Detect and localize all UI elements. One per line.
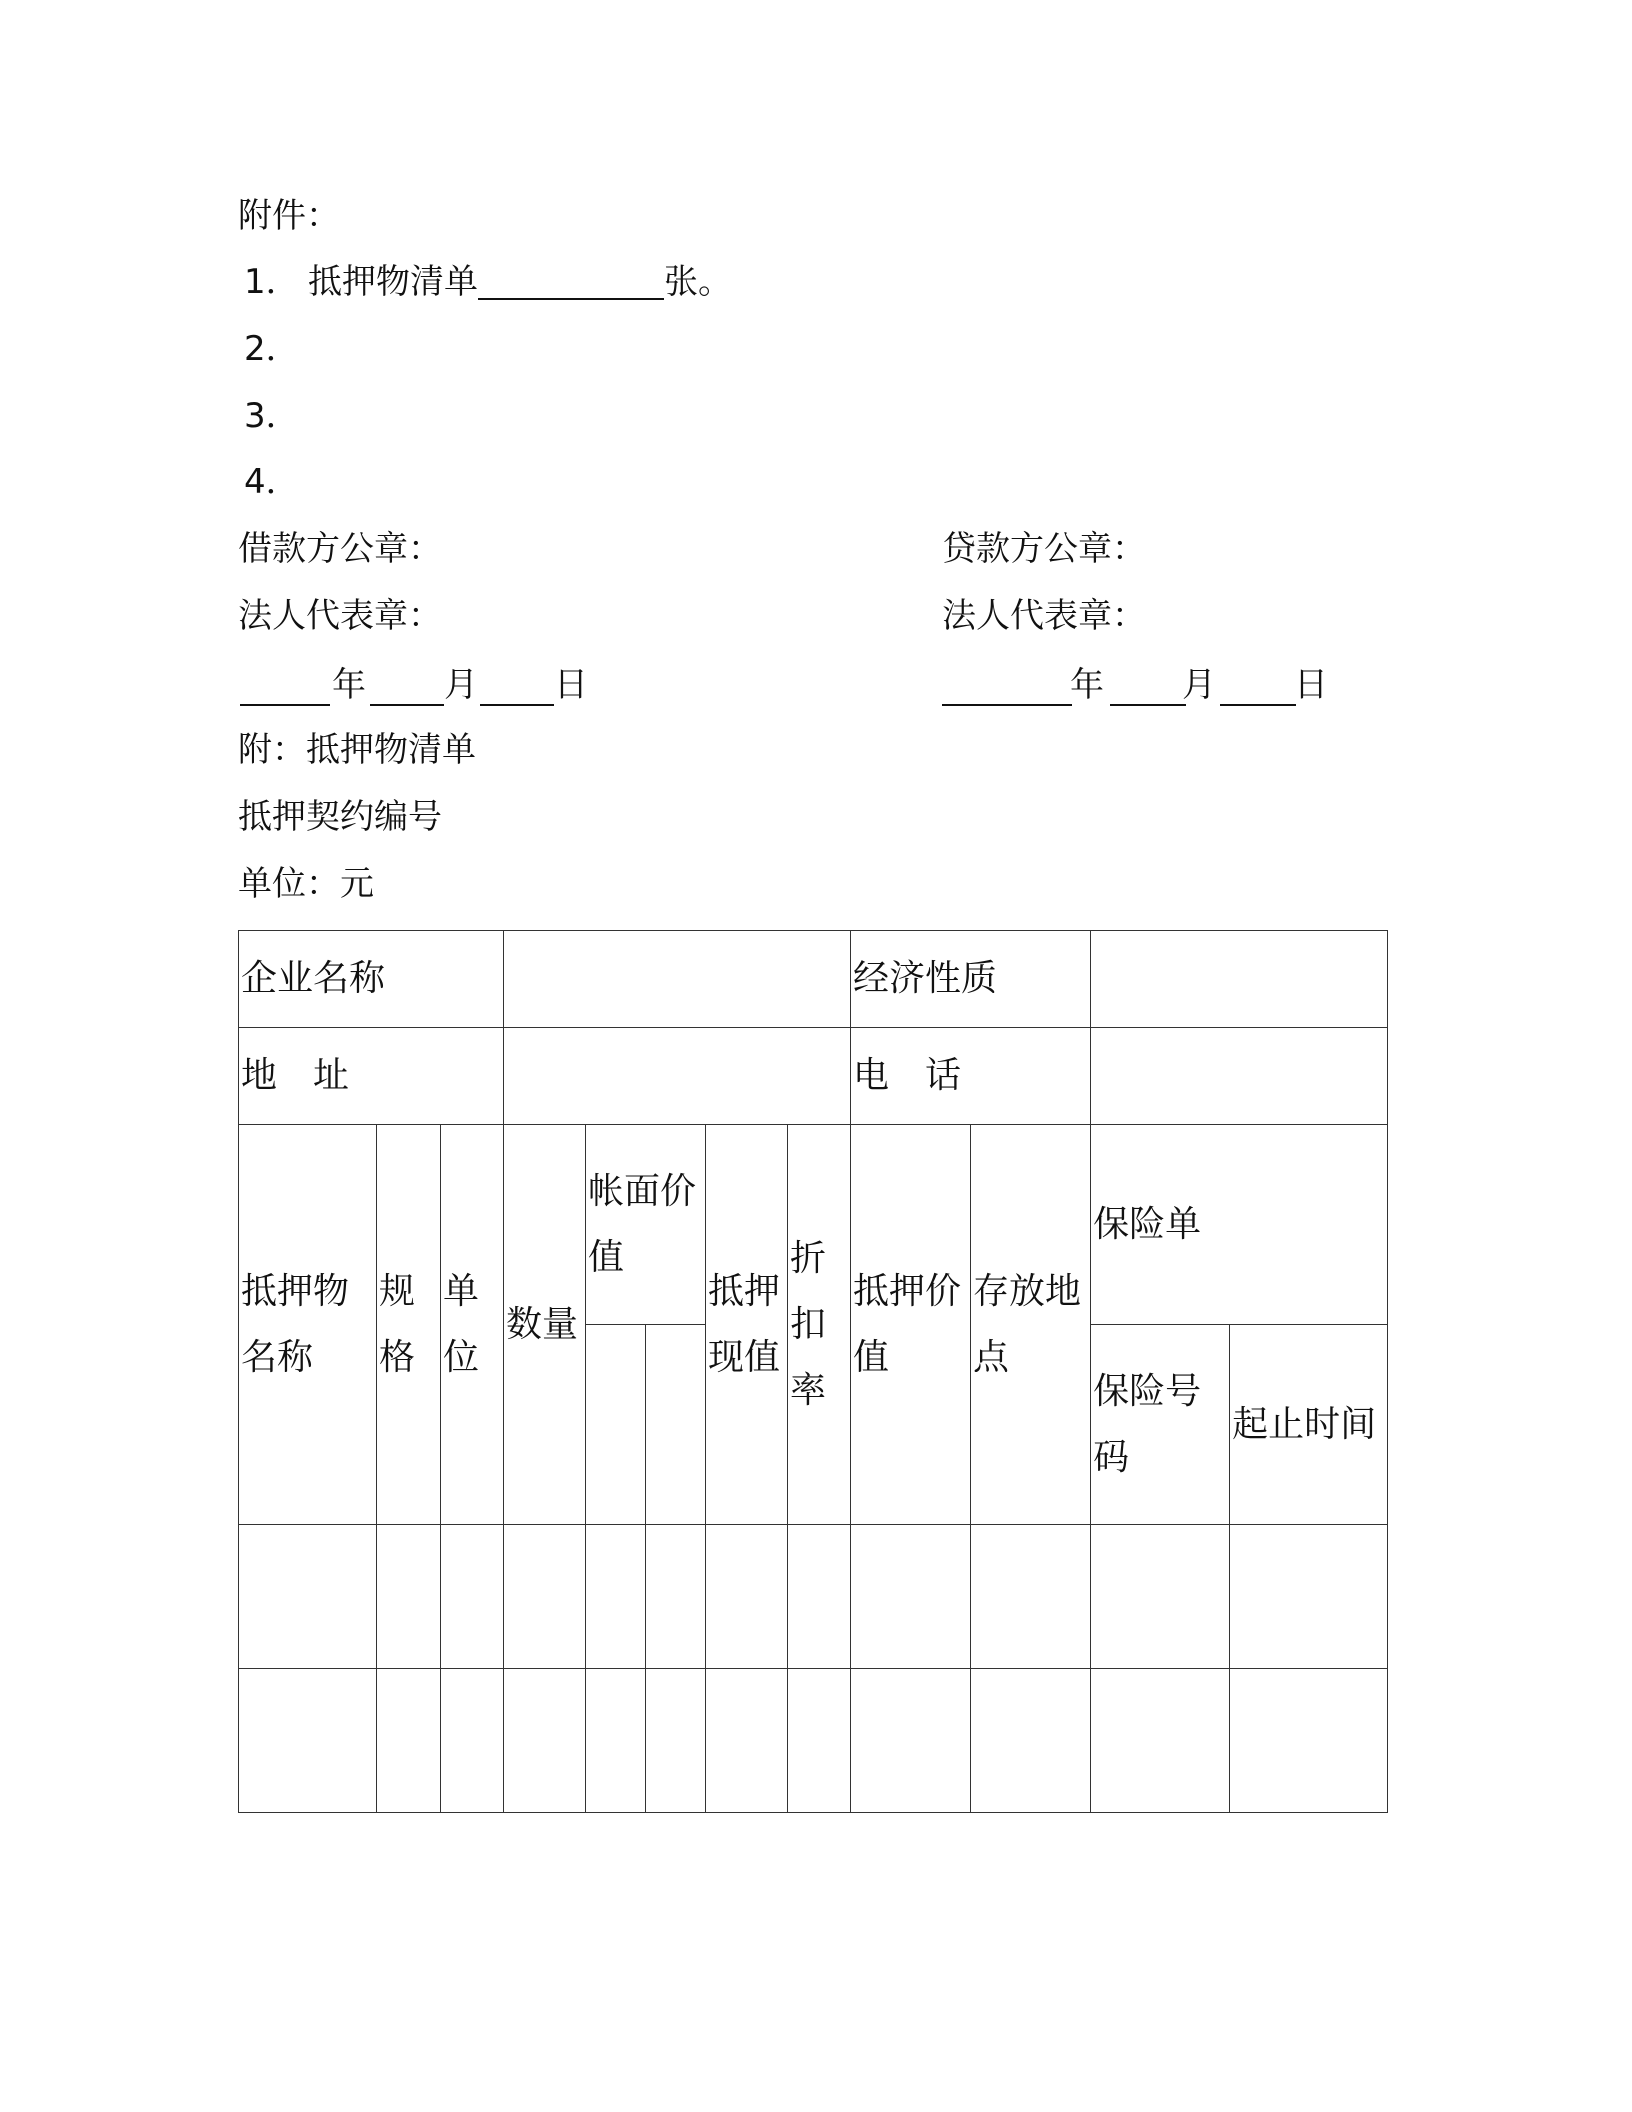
- day-label: 日: [554, 665, 588, 705]
- attachment-number: 2．: [244, 329, 300, 369]
- table-cell[interactable]: [504, 1525, 586, 1669]
- year-blank[interactable]: [240, 704, 330, 706]
- borrower-legal-rep-seal-label: 法人代表章：: [238, 596, 442, 636]
- unit-label: 单位：元: [238, 864, 374, 904]
- table-row: [239, 1525, 1388, 1669]
- month-blank[interactable]: [1110, 704, 1186, 706]
- table-cell[interactable]: [239, 1525, 377, 1669]
- collateral-list-table: [238, 930, 1387, 1814]
- sheet-count-blank[interactable]: [478, 262, 664, 300]
- borrower-seal-label: 借款方公章：: [238, 529, 442, 569]
- attachment-text: 抵押物清单: [308, 262, 478, 302]
- company-name-label: 企业名称: [239, 931, 504, 1028]
- quantity-header: 数量: [504, 1125, 586, 1525]
- year-label: 年: [1070, 665, 1104, 705]
- company-name-field[interactable]: [504, 931, 851, 1028]
- table-cell[interactable]: [239, 1669, 377, 1813]
- address-field[interactable]: [504, 1028, 851, 1125]
- table-cell[interactable]: [788, 1669, 851, 1813]
- table-row: [239, 1669, 1388, 1813]
- economic-nature-label: 经济性质: [851, 931, 1091, 1028]
- table-cell[interactable]: [788, 1525, 851, 1669]
- attachment-number: 4．: [244, 462, 300, 502]
- storage-location-header: 存放地点: [971, 1125, 1091, 1525]
- table-cell[interactable]: [1230, 1669, 1388, 1813]
- attachment-item-3: [238, 394, 308, 438]
- table-cell[interactable]: [1230, 1525, 1388, 1669]
- attachment-number: 3．: [244, 396, 300, 436]
- table-cell[interactable]: [377, 1525, 441, 1669]
- attachments-heading: 附件：: [238, 196, 340, 236]
- table-cell[interactable]: [504, 1669, 586, 1813]
- year-blank[interactable]: [942, 704, 1072, 706]
- spec-header: 规格: [377, 1125, 441, 1525]
- table-cell[interactable]: [441, 1525, 504, 1669]
- table-cell[interactable]: [586, 1669, 646, 1813]
- company-row: [239, 931, 1388, 1028]
- lender-seal-label: 贷款方公章：: [942, 529, 1146, 569]
- table-cell[interactable]: [851, 1669, 971, 1813]
- month-label: 月: [444, 665, 478, 705]
- book-value-sub-1[interactable]: [586, 1325, 646, 1525]
- lender-legal-rep-seal-label: 法人代表章：: [942, 596, 1146, 636]
- day-blank[interactable]: [480, 704, 554, 706]
- table-cell[interactable]: [377, 1669, 441, 1813]
- table-cell[interactable]: [971, 1525, 1091, 1669]
- table-cell[interactable]: [971, 1669, 1091, 1813]
- collateral-name-header: 抵押物名称: [239, 1125, 377, 1525]
- table-cell[interactable]: [1091, 1669, 1230, 1813]
- month-blank[interactable]: [370, 704, 444, 706]
- table-cell[interactable]: [851, 1525, 971, 1669]
- table-cell[interactable]: [706, 1525, 788, 1669]
- appendix-title: 附：抵押物清单: [238, 730, 476, 770]
- table-cell[interactable]: [586, 1525, 646, 1669]
- attachment-item-1: [238, 260, 732, 304]
- current-value-header: 抵押现值: [706, 1125, 788, 1525]
- discount-rate-header: 折扣率: [788, 1125, 851, 1525]
- table-cell[interactable]: [1091, 1525, 1230, 1669]
- header-row-1: [239, 1125, 1388, 1325]
- table-cell[interactable]: [646, 1669, 706, 1813]
- attachment-suffix: 张。: [664, 262, 732, 302]
- phone-label: 电 话: [851, 1028, 1091, 1125]
- day-blank[interactable]: [1220, 704, 1296, 706]
- attachment-item-2: [238, 327, 308, 371]
- year-label: 年: [332, 665, 366, 705]
- lender-date: [942, 662, 1342, 708]
- table-cell[interactable]: [706, 1669, 788, 1813]
- phone-field[interactable]: [1091, 1028, 1388, 1125]
- unit-header: 单位: [441, 1125, 504, 1525]
- attachment-number: 1．: [244, 262, 300, 302]
- mortgage-value-header: 抵押价值: [851, 1125, 971, 1525]
- book-value-header: 帐面价值: [586, 1125, 706, 1325]
- address-label: 地 址: [239, 1028, 504, 1125]
- insurance-header: 保险单: [1091, 1125, 1388, 1325]
- attachment-item-4: [238, 460, 308, 504]
- economic-nature-field[interactable]: [1091, 931, 1388, 1028]
- borrower-date: [238, 662, 598, 708]
- book-value-sub-2[interactable]: [646, 1325, 706, 1525]
- contract-number-label: 抵押契约编号: [238, 797, 442, 837]
- table-cell[interactable]: [646, 1525, 706, 1669]
- period-header: 起止时间: [1230, 1325, 1388, 1525]
- address-row: [239, 1028, 1388, 1125]
- table-cell[interactable]: [441, 1669, 504, 1813]
- month-label: 月: [1182, 665, 1216, 705]
- day-label: 日: [1294, 665, 1328, 705]
- insurance-number-header: 保险号码: [1091, 1325, 1230, 1525]
